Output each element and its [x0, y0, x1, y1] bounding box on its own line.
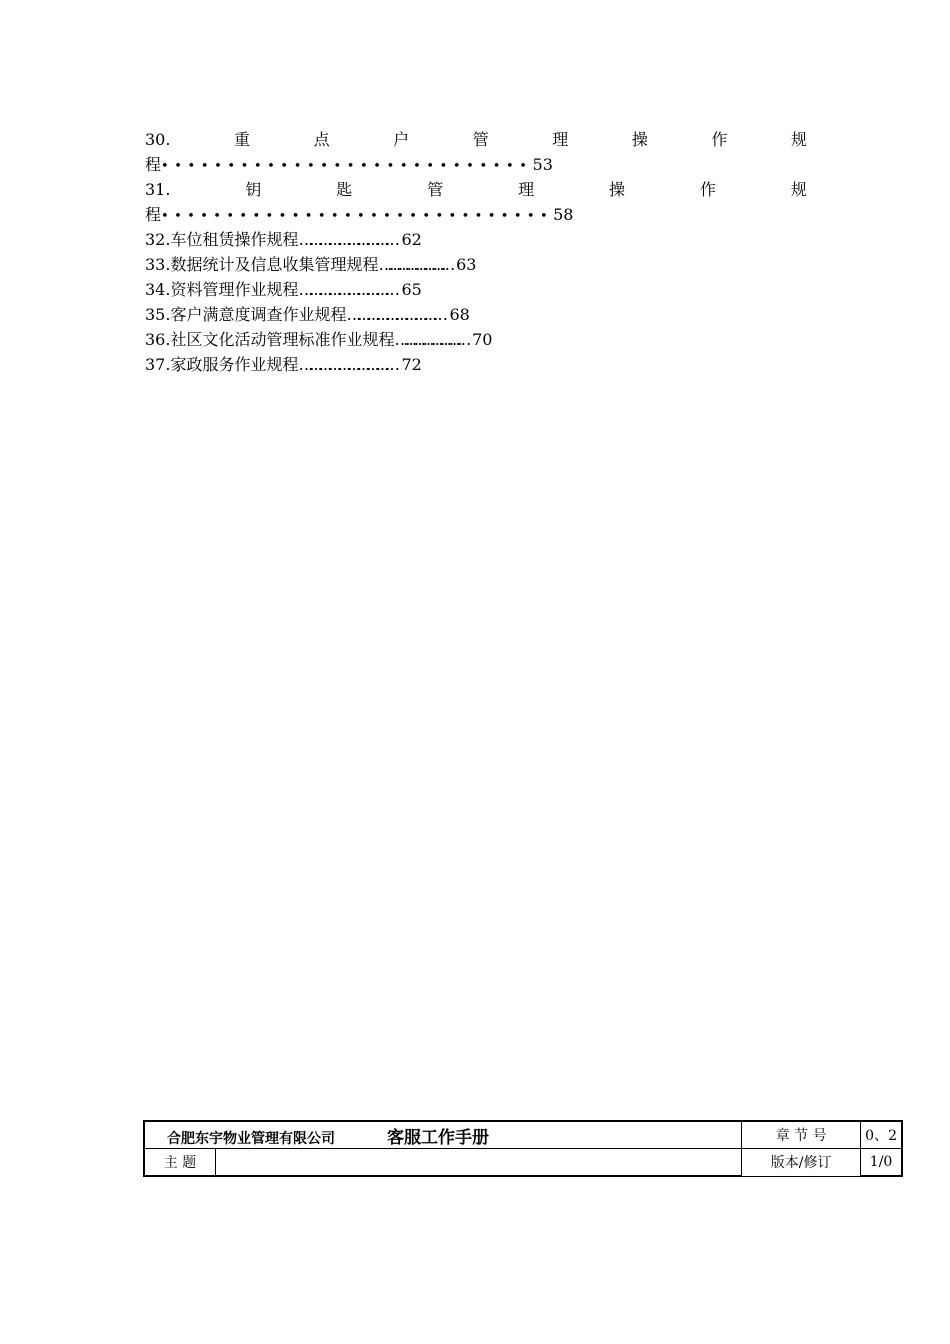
toc-char: 作: [711, 130, 728, 149]
toc-page: 63: [456, 255, 477, 274]
toc-leader: …………………………: [298, 230, 394, 249]
toc-item: [145, 252, 807, 277]
footer-header-cell: [144, 1121, 742, 1149]
toc-page: 62: [401, 230, 422, 249]
toc-item: [145, 277, 807, 302]
toc-page: 65: [401, 280, 422, 299]
toc-page: 58: [553, 205, 574, 224]
toc-leader: …………………………: [298, 355, 394, 374]
toc-char: 重: [234, 130, 251, 149]
toc-char: 理: [552, 130, 569, 149]
chapter-value-cell: 0、2: [861, 1121, 902, 1149]
toc-char: 程: [145, 205, 162, 224]
toc-item-text: 33.数据统计及信息收集管理规程: [145, 255, 379, 274]
toc-item-number: 31.: [145, 180, 171, 199]
toc-char: 理: [518, 180, 535, 199]
toc-char: 操: [609, 180, 626, 199]
toc-char: 管: [427, 180, 444, 199]
toc-item: [145, 352, 807, 377]
toc-item-31-line2: [145, 202, 807, 227]
toc-char: 户: [393, 130, 410, 149]
subject-value-cell: [216, 1149, 742, 1177]
toc-item-text: 34.资料管理作业规程: [145, 280, 299, 299]
toc-page: 72: [401, 355, 422, 374]
toc-item-number: 30.: [145, 130, 171, 149]
manual-title: 客服工作手册: [387, 1127, 489, 1148]
toc-item-text: 37.家政服务作业规程: [145, 355, 299, 374]
toc-char: 规: [790, 180, 807, 199]
toc-leader: …………………………: [298, 280, 394, 299]
toc-char: 钥: [245, 180, 262, 199]
toc-leader: ••••••••••••••••••••••••••••: [161, 159, 533, 174]
toc-page: 53: [532, 155, 553, 174]
toc-leader: …………………………: [346, 305, 442, 324]
toc-item-text: 36.社区文化活动管理标准作业规程: [145, 330, 395, 349]
toc-item: [145, 327, 807, 352]
toc-item: [145, 227, 807, 252]
toc-char: 作: [699, 180, 716, 199]
toc-page: 68: [449, 305, 470, 324]
toc-item: [145, 302, 807, 327]
toc-char: 管: [472, 130, 489, 149]
toc-page: 70: [472, 330, 493, 349]
company-name: 合肥东宇物业管理有限公司: [167, 1130, 335, 1147]
toc-char: 匙: [336, 180, 353, 199]
table-of-contents: [145, 127, 807, 377]
toc-item-30-line1: [145, 127, 807, 152]
toc-char: 规: [790, 130, 807, 149]
toc-item-text: 32.车位租赁操作规程: [145, 230, 299, 249]
version-value-cell: 1/0: [861, 1149, 902, 1177]
toc-char: 操: [631, 130, 648, 149]
subject-label-cell: 主 题: [144, 1149, 216, 1177]
toc-item-31-line1: [145, 177, 807, 202]
chapter-label-cell: 章 节 号: [742, 1121, 861, 1149]
toc-item-text: 35.客户满意度调查作业规程: [145, 305, 347, 324]
page-footer-table: [143, 1120, 903, 1177]
toc-char: 点: [313, 130, 330, 149]
version-label-cell: 版本/修订: [742, 1149, 861, 1177]
toc-leader: ••••••••••••••••••••••••••••••: [161, 209, 554, 224]
toc-leader: ……………………: [378, 255, 449, 274]
toc-leader: ……………………: [394, 330, 465, 349]
toc-char: 程: [145, 155, 162, 174]
toc-item-30-line2: [145, 152, 807, 177]
